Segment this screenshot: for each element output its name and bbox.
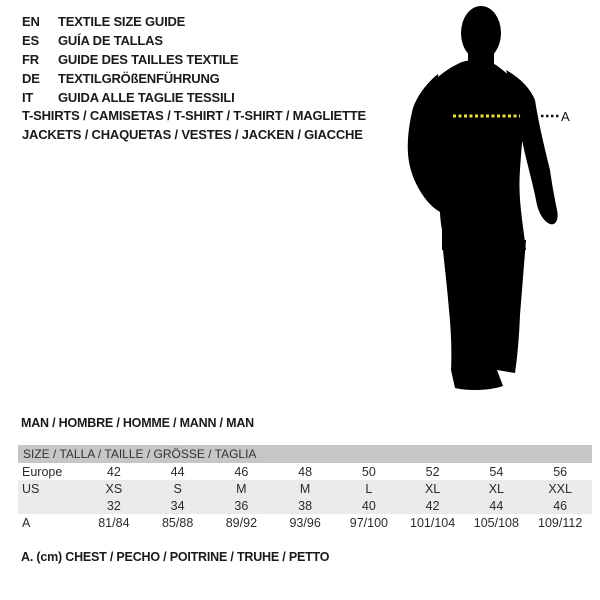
size-value: M (299, 481, 311, 496)
language-row (22, 50, 238, 69)
language-title: GUIDE DES TAILLES TEXTILE (58, 52, 239, 67)
size-value: 34 (170, 498, 185, 513)
man-silhouette-figure (398, 2, 578, 394)
language-code: DE (22, 71, 40, 86)
language-title: TEXTILE SIZE GUIDE (58, 14, 186, 29)
size-table-header-row (18, 445, 592, 463)
language-row (22, 31, 238, 50)
size-table (18, 445, 592, 531)
man-silhouette (408, 6, 558, 390)
language-code: FR (22, 52, 39, 67)
table-row (18, 480, 592, 497)
size-value: 50 (361, 464, 376, 479)
size-value: 85/88 (161, 515, 194, 530)
size-value: 48 (298, 464, 313, 479)
size-value: S (173, 481, 182, 496)
size-value: 32 (106, 498, 121, 513)
row-label: A (22, 515, 31, 530)
table-row (18, 463, 592, 480)
size-value: 40 (361, 498, 376, 513)
language-list (22, 12, 238, 107)
size-value: 81/84 (98, 515, 130, 530)
size-value: 54 (489, 464, 504, 479)
row-label: US (22, 481, 40, 496)
language-row (22, 88, 238, 107)
product-line: JACKETS / CHAQUETAS / VESTES / JACKEN / GIACCHE (22, 127, 363, 142)
language-title: TEXTILGRÖßENFÜHRUNG (58, 71, 220, 86)
size-value: 93/96 (289, 515, 321, 530)
product-line: T-SHIRTS / CAMISETAS / T-SHIRT / T-SHIRT / MAGLIETTE (22, 108, 366, 123)
size-value: XXL (548, 481, 572, 496)
size-value: XL (424, 481, 441, 496)
size-value: 89/92 (225, 515, 258, 530)
size-value: 44 (489, 498, 504, 513)
size-value: 46 (234, 464, 249, 479)
section-title-man: MAN / HOMBRE / HOMME / MANN / MAN (21, 416, 254, 430)
language-title: GUIDA ALLE TAGLIE TESSILI (58, 90, 235, 105)
language-code: ES (22, 33, 39, 48)
size-value: 42 (106, 464, 121, 479)
language-code: EN (22, 14, 40, 29)
size-value: 101/104 (410, 515, 456, 530)
size-value: 105/108 (473, 515, 519, 530)
size-table-body (18, 445, 592, 531)
language-code: IT (22, 90, 34, 105)
measurement-footnote: A. (cm) CHEST / PECHO / POITRINE / TRUHE / PETTO (21, 550, 330, 564)
size-value: 56 (553, 464, 568, 479)
table-row (18, 497, 592, 514)
size-value: 44 (170, 464, 185, 479)
size-value: 46 (553, 498, 568, 513)
size-value: M (236, 481, 247, 496)
size-value: 109/112 (538, 515, 583, 530)
size-value: 52 (425, 464, 440, 479)
language-row (22, 12, 238, 31)
language-title: GUÍA DE TALLAS (58, 33, 163, 48)
size-value: 97/100 (349, 515, 388, 530)
table-row (18, 514, 592, 531)
product-type-lines (22, 106, 366, 144)
language-row (22, 69, 238, 88)
size-table-header: SIZE / TALLA / TAILLE / GRÖSSE / TAGLIA (18, 445, 592, 463)
row-label: Europe (22, 464, 63, 479)
size-value: 38 (298, 498, 313, 513)
size-value: 42 (425, 498, 440, 513)
size-value: XS (105, 481, 123, 496)
size-value: 36 (234, 498, 249, 513)
size-value: L (365, 481, 373, 496)
size-value: XL (488, 481, 505, 496)
row-label (18, 497, 82, 514)
measure-label-a: A (561, 109, 570, 124)
